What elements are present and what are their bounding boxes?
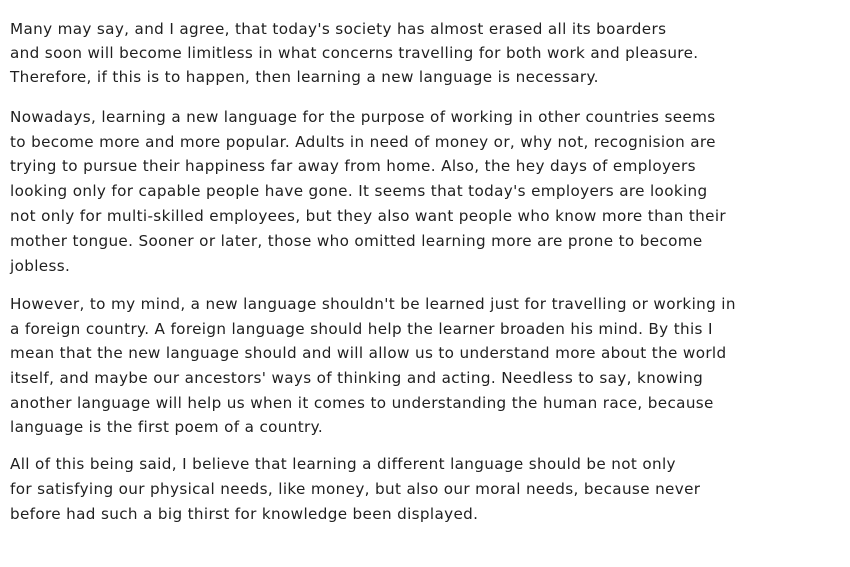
text-line: All of this being said, I believe that learning a different language should be not only (10, 455, 676, 473)
text-line: Nowadays, learning a new language for the purpose of working in other countries seems (10, 108, 716, 126)
text-line: not only for multi-skilled employees, but they also want people who know more than their (10, 207, 726, 225)
text-line: trying to pursue their happiness far away from home. Also, the hey days of employers (10, 157, 696, 175)
text-line: to become more and more popular. Adults in need of money or, why not, recognision are (10, 133, 716, 151)
text-line: Therefore, if this is to happen, then learning a new language is necessary. (10, 68, 599, 86)
text-line: Many may say, and I agree, that today's society has almost erased all its boarders (10, 20, 667, 38)
text-line: However, to my mind, a new language shouldn't be learned just for travelling or working in (10, 295, 736, 313)
text-line: another language will help us when it comes to understanding the human race, because (10, 394, 714, 412)
text-line: mother tongue. Sooner or later, those who omitted learning more are prone to become (10, 232, 703, 250)
text-line: for satisfying our physical needs, like money, but also our moral needs, because never (10, 480, 701, 498)
text-line: mean that the new language should and will allow us to understand more about the world (10, 344, 727, 362)
text-line: itself, and maybe our ancestors' ways of thinking and acting. Needless to say, knowing (10, 369, 704, 387)
text-line: jobless. (10, 257, 71, 275)
text-line: before had such a big thirst for knowledge been displayed. (10, 505, 479, 523)
text-line: a foreign country. A foreign language should help the learner broaden his mind. By this I (10, 320, 713, 338)
text-line: language is the first poem of a country. (10, 418, 323, 436)
text-line: looking only for capable people have gone. It seems that today's employers are looking (10, 182, 708, 200)
text-line: and soon will become limitless in what concerns travelling for both work and pleasure. (10, 44, 699, 62)
